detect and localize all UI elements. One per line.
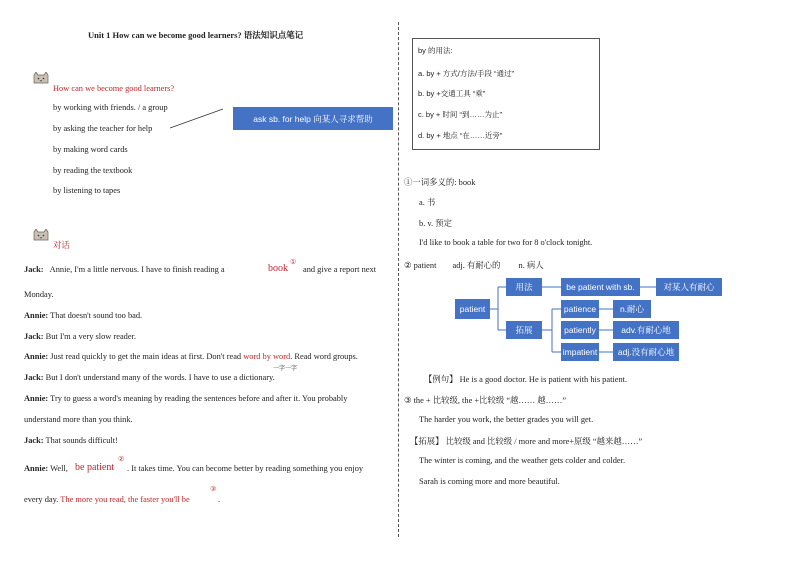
example-sentence: The winter is coming, and the weather gets colder and colder. (419, 456, 626, 465)
section-heading: How can we become good learners? (53, 84, 175, 93)
extension-note: 【拓展】 比较级 and 比较级 / more and more+原级 “越来越……” (410, 437, 643, 446)
diagram-ext-cn: adj.没有耐心地 (613, 343, 679, 361)
highlight-be-patient: be patient (75, 462, 115, 473)
highlight-book: book (268, 263, 288, 274)
section-2-heading: ② patient adj. 有耐心的 n. 病人 (404, 261, 544, 270)
by-box-line: c. by + 时间 “到……为止” (418, 110, 502, 119)
section-3-heading: ③ the + 比较级, the +比较级 “越…… 越……” (404, 396, 567, 405)
dialog-line: Jack: That sounds difficult! (24, 436, 118, 445)
by-box-line: d. by + 地点 “在……近旁” (418, 131, 503, 140)
marker-3: ③ (210, 485, 217, 493)
dialog-line: Annie: Well, (24, 464, 68, 473)
list-item: by making word cards (53, 145, 128, 154)
diagram-ext-cn: n.耐心 (613, 300, 651, 318)
dialog-heading: 对话 (53, 241, 70, 250)
callout-box: ask sb. for help 向某人寻求帮助 (233, 107, 393, 130)
diagram-ext-word: impatient (561, 343, 599, 361)
diagram-usage: 用法 (506, 278, 542, 296)
meaning-a: a. 书 (419, 198, 436, 207)
diagram-extend: 拓展 (506, 321, 542, 339)
dialog-line: Jack: Annie, I'm a little nervous. I have to finish reading a (24, 265, 225, 274)
dialog-line-cont: and give a report next (303, 265, 377, 274)
dialog-line-cont: understand more than you think. (24, 415, 133, 424)
dialog-line: Jack: But I don't understand many of the words. I have to use a dictionary. (24, 373, 275, 382)
annotation-note: 一字一字 (273, 366, 298, 372)
dialog-line: Annie: Just read quickly to get the main ideas at first. Don't read word by word. Read word groups. (24, 352, 358, 361)
diagram-usage-cn: 对某人有耐心 (656, 278, 722, 296)
list-item: by working with friends. / a group (53, 103, 168, 112)
cat-icon (33, 72, 49, 84)
example-sentence: I'd like to book a table for two for 8 o'clock tonight. (419, 238, 593, 247)
dialog-line: Jack: But I'm a very slow reader. (24, 332, 136, 341)
meaning-b: b. v. 预定 (419, 219, 452, 228)
dialog-end: . (218, 495, 221, 504)
example-sentence: Sarah is coming more and more beautiful. (419, 477, 560, 486)
example-sentence: 【例句】 He is a good doctor. He is patient with his patient. (424, 375, 628, 384)
dialog-line-cont: every day. The more you read, the faster you'll be (24, 495, 190, 504)
column-divider (398, 22, 399, 537)
diagram-usage-phrase: be patient with sb. (561, 278, 640, 296)
by-box-line: b. by +交通工具 “乘” (418, 89, 486, 98)
list-item: by listening to tapes (53, 186, 121, 195)
dialog-line: Annie: That doesn't sound too bad. (24, 311, 143, 320)
diagram-root: patient (455, 299, 490, 319)
diagram-ext-cn: adv.有耐心地 (613, 321, 679, 339)
by-box-title: by 的用法: (418, 46, 453, 55)
diagram-ext-word: patiently (561, 321, 599, 339)
marker-2: ② (118, 455, 125, 463)
dialog-line: Annie: Try to guess a word's meaning by reading the sentences before and after it. You probably (24, 394, 348, 403)
section-1-heading: ①一词多义的: book (404, 178, 476, 187)
dialog-line-cont: . It takes time. You can become better by reading something you enjoy (127, 464, 364, 473)
by-usage-box (412, 38, 600, 150)
list-item: by asking the teacher for help (53, 124, 153, 133)
example-sentence: The harder you work, the better grades you will get. (419, 415, 594, 424)
marker-1: ① (290, 258, 297, 266)
diagram-ext-word: patience (561, 300, 599, 318)
by-box-line: a. by + 方式/方法/手段 “通过” (418, 69, 515, 78)
cat-icon (33, 229, 49, 241)
page-title: Unit 1 How can we become good learners? 语法知识点笔记 (88, 30, 304, 40)
dialog-line-cont: Monday. (24, 290, 54, 299)
list-item: by reading the textbook (53, 166, 133, 175)
